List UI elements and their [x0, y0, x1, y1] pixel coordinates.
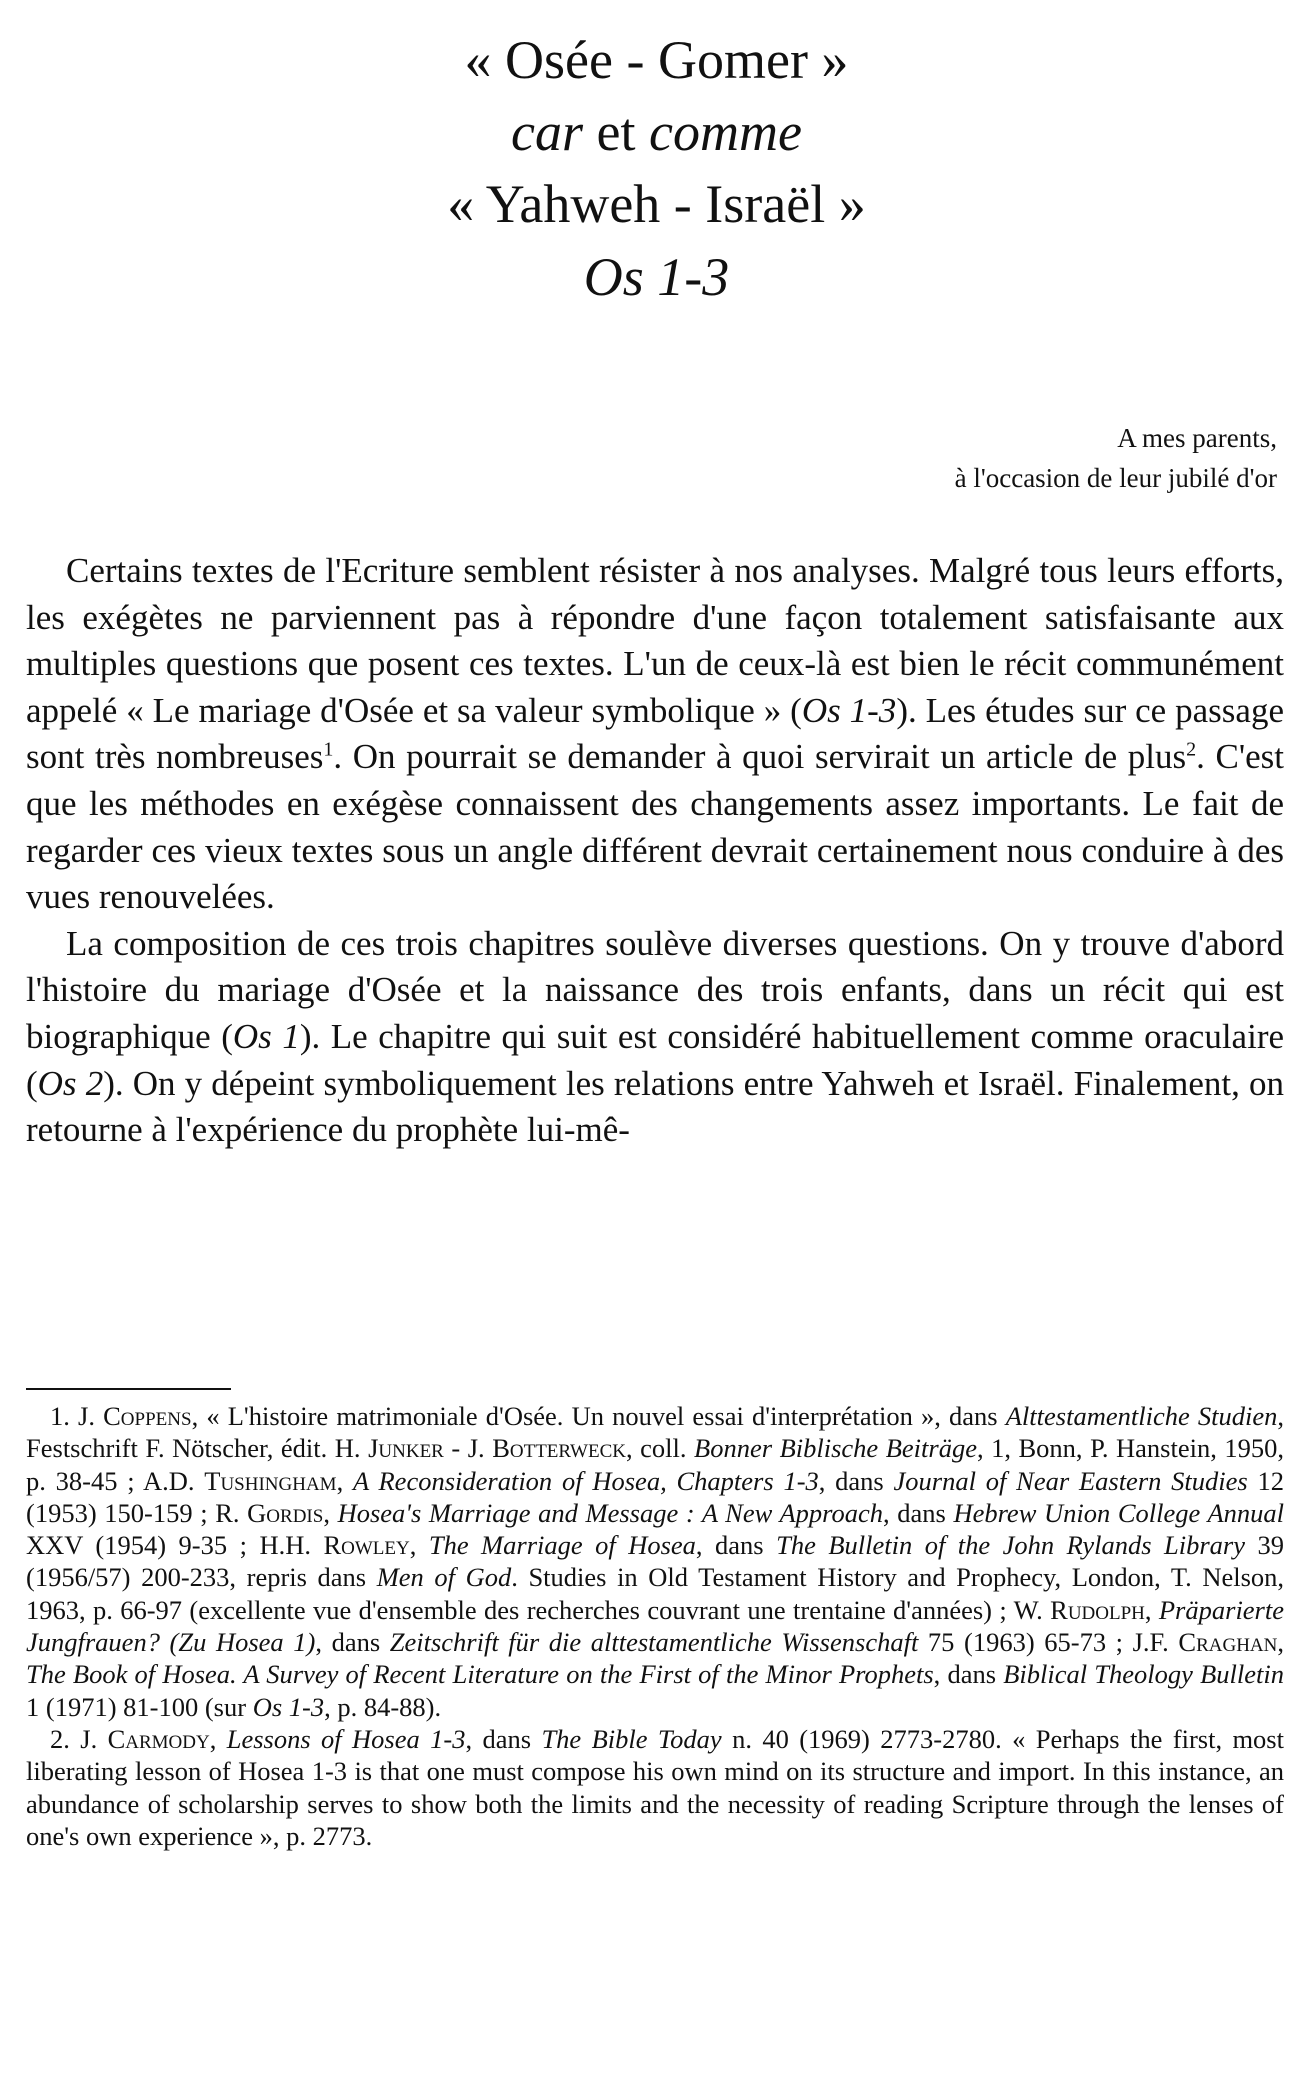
title-reference: Os 1-3 — [583, 247, 730, 307]
fn1-text: - J. — [443, 1433, 493, 1464]
fn1-title: Präparierte Jungfrauen? (Zu Hosea 1) — [26, 1594, 1284, 1658]
paragraph-1 — [26, 548, 1284, 921]
fn1-text: . Studies in Old Testament History and Prophecy, London, T. Nelson, 1963, p. 66-97 (excellente vue d'ensemble des recherches couvrant une trentaine d'années) ; W. — [26, 1562, 1285, 1625]
fn1-title: Hosea's Marriage and Message : A New Approach — [337, 1497, 883, 1528]
fn1-text: , — [323, 1497, 338, 1528]
fn1-author: Junker — [368, 1433, 444, 1464]
fn1-title: The Marriage of Hosea — [428, 1530, 696, 1561]
fn2-title: Lessons of Hosea 1-3 — [226, 1723, 466, 1754]
p2-text-b: ). Le chapitre qui suit est considéré habituellement comme oraculaire ( — [26, 1016, 1285, 1103]
p1-reference: Os 1-3 — [801, 690, 897, 730]
title-line-3: « Yahweh - Israël » — [447, 174, 866, 234]
fn1-text: , — [1144, 1594, 1159, 1625]
dedication-line-2: à l'occasion de leur jubilé d'or — [954, 463, 1277, 493]
fn1-title: Alttestamentliche Studien — [1005, 1401, 1278, 1431]
dedication — [955, 418, 1277, 498]
fn1-text: XXV (1954) 9-35 ; H.H. — [26, 1530, 324, 1561]
fn1-title: Os 1-3 — [252, 1691, 325, 1722]
p1-text-b: ). Les études sur ce passage sont très nombreuses — [26, 690, 1284, 777]
p2-text-a: La composition de ces trois chapitres soulève diverses questions. On y trouve d'abord l'histoire du mariage d'Osée et la naissance des trois enfants, dans un récit qui est biographique ( — [26, 923, 1284, 1056]
fn1-title: A Reconsideration of Hosea, Chapters 1-3 — [353, 1465, 819, 1496]
footnote-2 — [26, 1723, 1284, 1852]
fn1-text: , — [336, 1465, 353, 1496]
paragraph-2 — [26, 921, 1284, 1154]
fn1-title: The Book of Hosea. A Survey of Recent Literature on the First of the Minor Prophets — [26, 1659, 934, 1690]
fn1-title: Journal of Near Eastern Studies — [893, 1465, 1248, 1496]
fn2-title: The Bible Today — [541, 1723, 722, 1754]
fn1-text: , Festschrift F. Nötscher, édit. H. — [26, 1401, 1284, 1464]
fn1-text: , p. 84-88). — [324, 1691, 442, 1722]
fn1-author: Gordis — [247, 1497, 324, 1528]
footnote-separator — [26, 1388, 231, 1390]
fn1-author: Craghan — [1178, 1627, 1278, 1658]
fn2-text: , — [209, 1723, 227, 1754]
fn1-text: , dans — [933, 1659, 1004, 1690]
fn1-text: , coll. — [625, 1433, 695, 1464]
title-word-comme: comme — [649, 102, 802, 162]
footnote-marker-2[interactable]: 2 — [1186, 738, 1197, 761]
fn1-author: Botterweck — [492, 1433, 626, 1464]
fn1-author: Rowley — [323, 1530, 410, 1561]
title-line-2 — [0, 102, 1313, 162]
p2-reference-1: Os 1 — [232, 1016, 300, 1056]
fn1-text: , — [1277, 1627, 1284, 1658]
fn1-text: , dans — [695, 1530, 777, 1561]
fn1-author: Rudolph — [1050, 1594, 1145, 1625]
fn1-text: 12 (1953) 150-159 ; R. — [26, 1465, 1285, 1528]
fn1-title: Zeitschrift für die alttestamentliche Wissenschaft — [389, 1627, 919, 1658]
fn1-text: , dans — [882, 1497, 954, 1528]
fn1-text: , — [409, 1530, 429, 1561]
fn2-author: Carmody — [107, 1723, 210, 1754]
fn1-title: Biblical Theology Bulletin — [1003, 1659, 1284, 1690]
footnote-1 — [26, 1400, 1284, 1723]
fn1-text: , « L'histoire matrimoniale d'Osée. Un nouvel essai d'interprétation », dans — [191, 1401, 1006, 1431]
fn1-title: Hebrew Union College Annual — [953, 1497, 1285, 1528]
fn1-text: , dans — [315, 1627, 390, 1658]
title-word-car: car — [511, 102, 584, 162]
fn1-text: 39 (1956/57) 200-233, repris dans — [26, 1530, 1284, 1593]
footnotes — [26, 1400, 1284, 1852]
p1-text-d: . C'est que les méthodes en exégèse connaissent des changements assez importants. Le fait de regarder ces vieux textes sous un angle différent devrait certainement nous conduire à des vues renouvelées. — [26, 737, 1285, 917]
fn1-text: 1 (1971) 81-100 (sur — [26, 1691, 253, 1722]
fn1-text: , dans — [818, 1465, 894, 1496]
p2-reference-2: Os 2 — [37, 1063, 104, 1103]
fn2-number: 2. J. — [50, 1723, 108, 1754]
fn1-title: The Bulletin of the John Rylands Library — [776, 1530, 1246, 1561]
fn1-text: 75 (1963) 65-73 ; J.F. — [918, 1627, 1179, 1658]
fn1-text: , 1, Bonn, P. Hanstein, 1950, p. 38-45 ; A.D. — [26, 1433, 1284, 1496]
fn1-author: Coppens — [103, 1401, 192, 1431]
body-text — [26, 548, 1284, 1154]
p1-text-a: Certains textes de l'Ecriture semblent résister à nos analyses. Malgré tous leurs efforts, les exégètes ne parviennent pas à répondre d'une façon totalement satisfaisante aux multiples questions que posent ces textes. L'un de ceux-là est bien le récit communément appelé « Le mariage d'Osée et sa valeur symbolique » ( — [26, 551, 1284, 730]
fn1-title: Men of God — [376, 1562, 512, 1593]
fn1-author: Tushingham — [204, 1465, 337, 1496]
fn1-title: Bonner Biblische Beiträge — [694, 1433, 977, 1464]
footnote-marker-1[interactable]: 1 — [323, 738, 334, 761]
title-word-et: et — [583, 102, 650, 162]
p2-text-c: ). On y dépeint symboliquement les relations entre Yahweh et Israël. Finalement, on retourne à l'expérience du prophète lui-mê- — [26, 1063, 1284, 1150]
fn2-text: n. 40 (1969) 2773-2780. « Perhaps the first, most liberating lesson of Hosea 1-3 is that one must compose his own mind on its structure and import. In this instance, an abundance of scholarship serves to show both the limits and the necessity of reading Scripture through the lenses of one's own experience », p. 2773. — [26, 1723, 1284, 1851]
dedication-line-1: A mes parents, — [1117, 423, 1277, 453]
fn2-text: , dans — [465, 1723, 542, 1754]
fn1-number: 1. J. — [50, 1401, 104, 1431]
title-line-1: « Osée - Gomer » — [464, 30, 849, 90]
p1-text-c: . On pourrait se demander à quoi servirait un article de plus — [333, 737, 1187, 777]
